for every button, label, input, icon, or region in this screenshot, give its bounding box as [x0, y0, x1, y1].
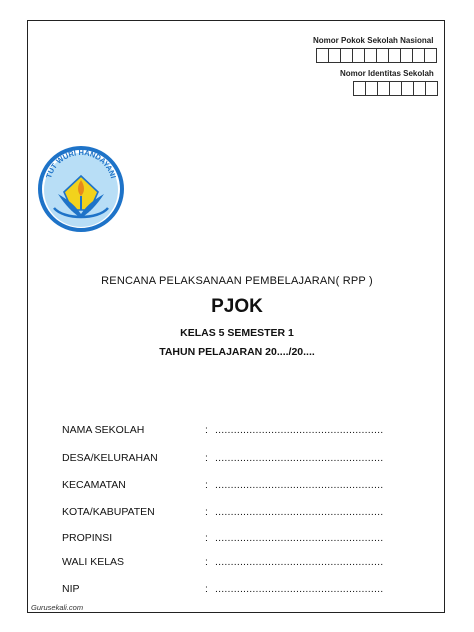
npsn-digit-box[interactable]: [401, 48, 413, 63]
subject-title: PJOK: [211, 296, 263, 317]
field-colon: :: [205, 583, 208, 595]
watermark: Gurusekali.com: [31, 603, 84, 612]
field-label: KOTA/KABUPATEN: [62, 506, 155, 518]
field-label: PROPINSI: [62, 532, 113, 544]
npsn-digit-box[interactable]: [389, 48, 401, 63]
npsn-digit-box[interactable]: [316, 48, 329, 63]
field-label: WALI KELAS: [62, 556, 125, 568]
npsn-digit-box[interactable]: [425, 48, 437, 63]
field-colon: :: [205, 556, 208, 568]
field-blank[interactable]: ......................................................: [215, 479, 384, 491]
npsn-digit-box[interactable]: [413, 48, 425, 63]
nis-label: Nomor Identitas Sekolah: [340, 69, 434, 78]
nis-digit-box[interactable]: [414, 81, 426, 96]
npsn-boxes[interactable]: [316, 48, 437, 62]
field-label: NAMA SEKOLAH: [62, 424, 145, 436]
npsn-digit-box[interactable]: [365, 48, 377, 63]
field-blank[interactable]: ......................................................: [215, 452, 384, 464]
npsn-label: Nomor Pokok Sekolah Nasional: [313, 36, 434, 45]
npsn-digit-box[interactable]: [329, 48, 341, 63]
nis-digit-box[interactable]: [353, 81, 366, 96]
npsn-digit-box[interactable]: [353, 48, 365, 63]
nis-digit-box[interactable]: [426, 81, 438, 96]
field-blank[interactable]: ......................................................: [215, 424, 384, 436]
field-colon: :: [205, 506, 208, 518]
field-label: KECAMATAN: [62, 479, 126, 491]
nis-digit-box[interactable]: [402, 81, 414, 96]
field-blank[interactable]: ......................................................: [215, 583, 384, 595]
academic-year: TAHUN PELAJARAN 20..../20....: [159, 346, 315, 358]
npsn-digit-box[interactable]: [377, 48, 389, 63]
class-semester: KELAS 5 SEMESTER 1: [180, 327, 294, 339]
field-label: NIP: [62, 583, 80, 595]
field-colon: :: [205, 424, 208, 436]
nis-digit-box[interactable]: [366, 81, 378, 96]
field-colon: :: [205, 479, 208, 491]
field-colon: :: [205, 452, 208, 464]
document-title: RENCANA PELAKSANAAN PEMBELAJARAN( RPP ): [101, 275, 373, 287]
tut-wuri-handayani-logo: [38, 146, 124, 234]
nis-digit-box[interactable]: [390, 81, 402, 96]
field-label: DESA/KELURAHAN: [62, 452, 158, 464]
npsn-digit-box[interactable]: [341, 48, 353, 63]
field-colon: :: [205, 532, 208, 544]
field-blank[interactable]: ......................................................: [215, 556, 384, 568]
field-blank[interactable]: ......................................................: [215, 532, 384, 544]
nis-digit-box[interactable]: [378, 81, 390, 96]
logo-text: TUT WURI HANDAYANI: [44, 147, 118, 180]
field-blank[interactable]: ......................................................: [215, 506, 384, 518]
nis-boxes[interactable]: [353, 81, 438, 95]
